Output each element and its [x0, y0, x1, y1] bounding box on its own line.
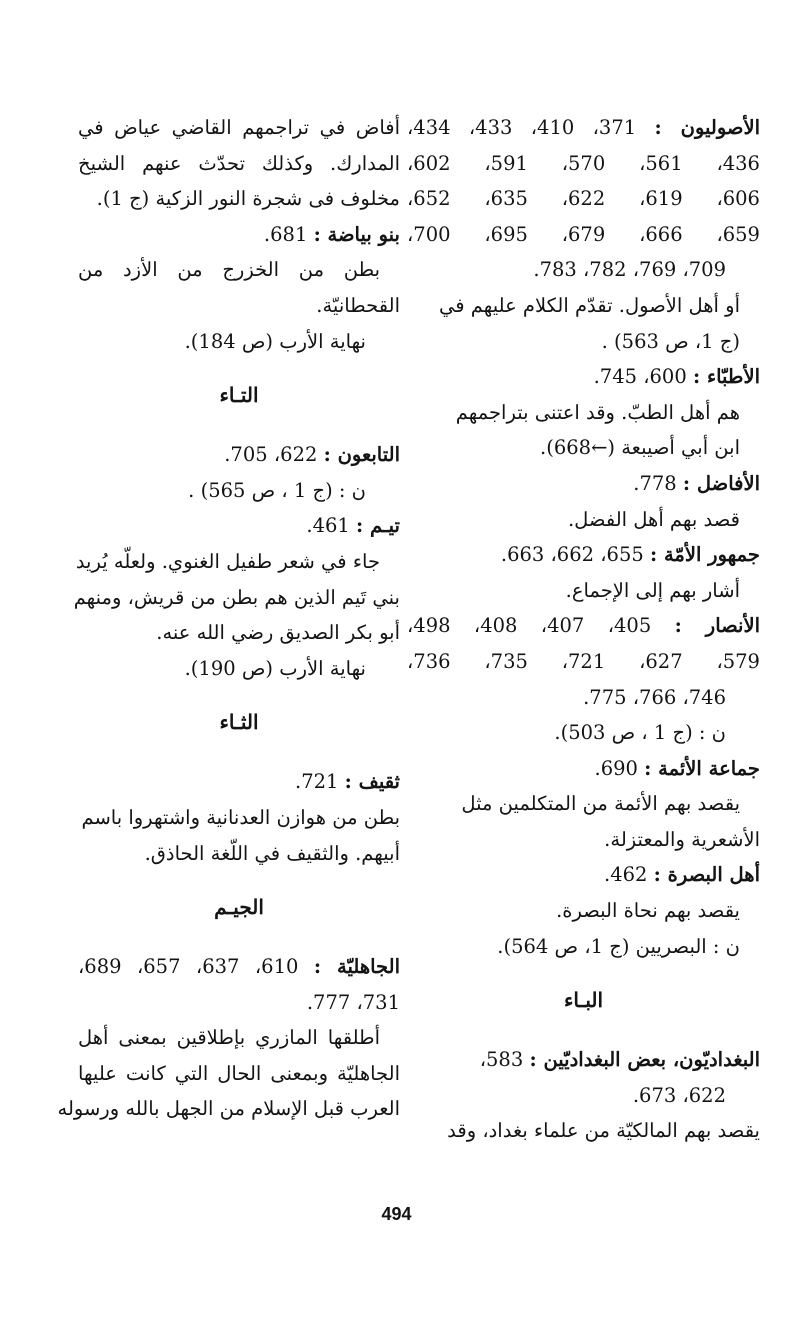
section-heading-tha: الثـاء	[219, 710, 259, 735]
entry-description: يقصد بهم المالكيّة من علماء بغداد، وقد	[447, 1119, 760, 1143]
headword: الجاهليّة :	[313, 955, 400, 979]
continued-text: أفاض في تراجمهم القاضي عياض في	[78, 116, 400, 139]
entry-description: هم أهل الطبّ. وقد اعتنى بتراجمهم	[455, 400, 740, 424]
page-refs: 461.	[306, 514, 356, 538]
entry-description: يقصد بهم نحاة البصرة.	[556, 899, 740, 923]
cross-reference: ن : (ج 1 ، ص 565) .	[188, 478, 366, 502]
cross-reference: ن : (ج 1 ، ص 503).	[554, 721, 726, 745]
entry-description: الأشعرية والمعتزلة.	[604, 827, 760, 851]
entry-description: القحطانيّة.	[316, 293, 400, 317]
headword: الأنصار :	[674, 614, 761, 638]
entry-description: بني تَيم الذين هم بطن من قريش، ومنهم	[73, 585, 400, 609]
left-column	[57, 110, 400, 1127]
entry-description: العرب قبل الإسلام من الجهل بالله ورسوله	[57, 1097, 400, 1121]
entry-thaqif	[78, 764, 400, 800]
page-refs: 610، 637، 657، 689،	[78, 955, 314, 979]
continued-text: مخلوف فى شجرة النور الزكية (ج 1).	[96, 187, 400, 211]
page-refs-line: 436، 561، 570، 591، 602،	[407, 151, 760, 175]
entry-afadil	[407, 466, 760, 502]
headword: الأفاضل :	[682, 471, 760, 495]
section-heading-ta: التـاء	[219, 383, 259, 408]
entry-description: جاء في شعر طفيل الغنوي. ولعلّه يُريد	[75, 549, 380, 573]
page-refs-line: 579، 627، 721، 735، 736،	[407, 649, 760, 673]
page-refs-line: 709، 769، 782، 783.	[533, 258, 726, 282]
page-refs: 690.	[594, 756, 645, 780]
reference-source: نهاية الأرب (ص 184).	[184, 329, 366, 353]
headword: أهل البصرة :	[653, 863, 760, 887]
entry-jamaat-aimma	[407, 751, 760, 787]
entry-bani-bayada	[78, 217, 400, 253]
cross-reference: ن : البصريين (ج 1، ص 564).	[497, 934, 740, 958]
page-refs: 622، 705.	[224, 443, 324, 467]
entry-description: بطن من هوازن العدنانية واشتهروا باسم	[81, 805, 400, 829]
page-refs: 655، 662، 663.	[500, 543, 650, 567]
page-refs-line: 659، 666، 679، 695، 700،	[407, 222, 760, 246]
page-refs-line: 731، 777.	[306, 990, 400, 1014]
page-refs-line: 746، 766، 775.	[583, 685, 726, 709]
headword: البغداديّون، بعض البغداديّين :	[529, 1048, 760, 1072]
entry-description: أو أهل الأصول. تقدّم الكلام عليهم في	[439, 293, 740, 317]
entry-description: أشار بهم إلى الإجماع.	[565, 578, 740, 602]
headword: بنو بياضة :	[313, 222, 400, 246]
entry-description: يقصد بهم الأئمة من المتكلمين مثل	[461, 792, 740, 816]
page-refs: 405، 407، 408، 498،	[407, 614, 675, 638]
section-heading-jim: الجيـم	[214, 895, 264, 920]
entry-atibba	[407, 359, 760, 395]
headword: ثقيف :	[344, 770, 400, 794]
entry-description: بطن من الخزرج من الأزد من	[78, 258, 380, 282]
entry-description: ابن أبي أصيبعة (←668).	[540, 436, 740, 460]
entry-description: الجاهليّة وبمعنى الحال التي كانت عليها	[78, 1061, 400, 1085]
page-refs: 721.	[295, 770, 345, 794]
page-refs-line: 622، 673.	[632, 1083, 726, 1107]
headword: جمهور الأمّة :	[649, 543, 760, 567]
entry-ansar	[407, 608, 760, 644]
entry-baghdadiyun	[407, 1042, 760, 1078]
page-number: 494	[381, 1204, 412, 1224]
entry-usuliyun	[407, 110, 760, 146]
headword: الأطبّاء :	[692, 365, 760, 389]
reference-source: نهاية الأرب (ص 190).	[184, 656, 366, 680]
right-column	[407, 110, 760, 1149]
page-refs: 371، 410، 433، 434،	[407, 116, 655, 139]
entry-description: قصد بهم أهل الفضل.	[567, 507, 740, 531]
entry-ahl-basra	[407, 857, 760, 893]
headword: جماعة الأئمة :	[644, 756, 760, 780]
entry-description: أبيهم. والثقيف في اللّغة الحاذق.	[144, 841, 400, 865]
entry-jahiliyya	[78, 949, 400, 985]
entry-description: (ج 1، ص 563) .	[601, 329, 740, 353]
page-refs: 600، 745.	[593, 365, 693, 389]
headword: تيـم :	[356, 514, 400, 538]
page-refs-line: 606، 619، 622، 635، 652،	[407, 187, 760, 211]
entry-tabiun	[78, 437, 400, 473]
page-refs: 583،	[479, 1048, 530, 1072]
page-refs: 778.	[633, 471, 683, 495]
entry-description: أطلقها المازري بإطلاقين بمعنى أهل	[78, 1026, 380, 1050]
headword: التابعون :	[323, 443, 400, 467]
continued-text: المدارك. وكذلك تحدّث عنهم الشيخ	[78, 151, 400, 175]
section-heading-ba: البـاء	[563, 988, 604, 1013]
headword: الأصوليون :	[654, 116, 761, 139]
entry-description: أبو بكر الصديق رضي الله عنه.	[156, 621, 400, 645]
page-refs: 462.	[603, 863, 654, 887]
entry-jumhur	[407, 537, 760, 573]
page-refs: 681.	[263, 222, 314, 246]
entry-taym	[78, 508, 400, 544]
